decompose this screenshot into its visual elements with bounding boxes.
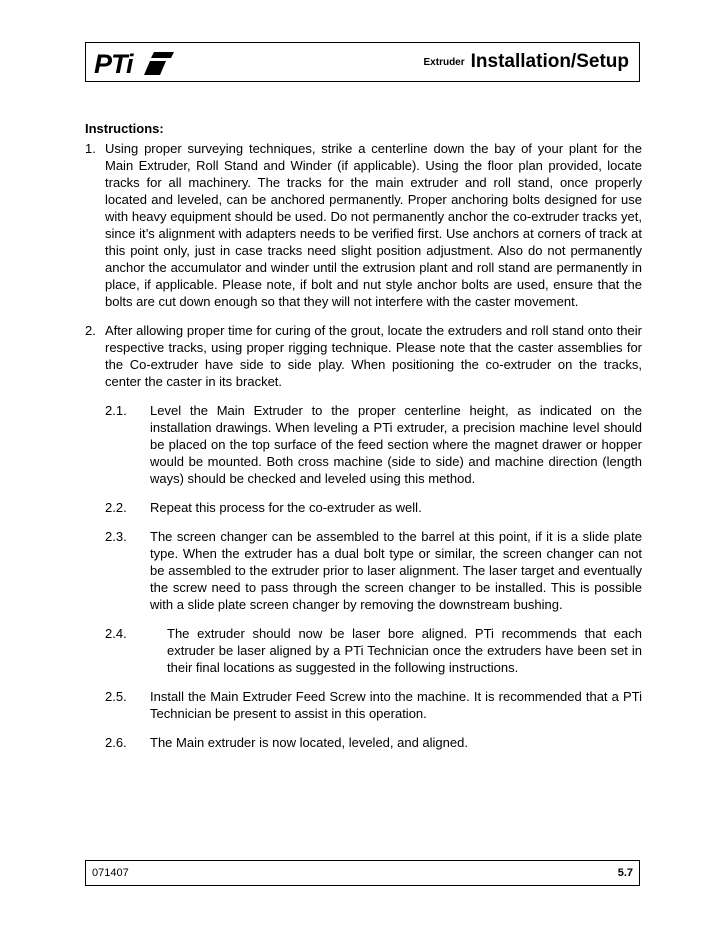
item-number: 1. [85, 141, 96, 156]
page-header [85, 42, 640, 82]
sub-item-text: Install the Main Extruder Feed Screw into the machine. It is recommended that a PTi Technician be present to assist in this operation. [150, 689, 642, 721]
sub-item [105, 688, 642, 722]
sub-item-text: Repeat this process for the co-extruder as well. [150, 500, 422, 515]
page-footer [85, 860, 640, 886]
sub-item-text: The extruder should now be laser bore aligned. PTi recommends that each extruder be laser aligned by a PTi Technician once the extruders have been set in their final locations as suggested in the following instructions. [167, 626, 642, 675]
document-body [85, 120, 642, 763]
header-subtitle: Extruder [423, 57, 465, 68]
sub-item [105, 528, 642, 613]
sub-item-number: 2.2. [105, 500, 127, 515]
sub-item-number: 2.3. [105, 529, 127, 544]
sub-item-number: 2.5. [105, 689, 127, 704]
sub-item-number: 2.1. [105, 403, 127, 418]
item-text: After allowing proper time for curing of the grout, locate the extruders and roll stand onto their respective tracks, using proper rigging technique. Please note that the caster assemblies for the Co-extruder have side to side play. When positioning the co-extruder on the tracks, center the caster in its bracket. [105, 323, 642, 389]
sub-item [105, 402, 642, 487]
list-item [85, 322, 642, 390]
header-title [424, 51, 629, 73]
header-main-title: Installation/Setup [470, 51, 629, 72]
sub-item-text: The Main extruder is now located, leveled, and aligned. [150, 735, 468, 750]
item-number: 2. [85, 323, 96, 338]
section-title: Instructions: [85, 121, 164, 136]
sub-item-number: 2.4. [105, 626, 127, 641]
logo-bar-icon [151, 52, 174, 58]
document-code: 071407 [92, 867, 129, 879]
logo-text: PTi [94, 49, 133, 77]
sub-item [105, 625, 642, 676]
sub-item-text: Level the Main Extruder to the proper centerline height, as indicated on the installation drawings. When leveling a PTi extruder, a precision machine level should be placed on the top surface of the feed section where the magnet drawer or hopper would be mounted. Both cross machine (side to side) and machine direction (length ways) should be checked and leveled using this method. [150, 403, 642, 486]
sub-item [105, 499, 642, 516]
pti-logo [94, 49, 174, 77]
page-number: 5.7 [617, 867, 633, 879]
sub-item [105, 734, 642, 751]
sub-item-number: 2.6. [105, 735, 127, 750]
list-item [85, 140, 642, 310]
item-text: Using proper surveying techniques, strike a centerline down the bay of your plant for the Main Extruder, Roll Stand and Winder (if applicable). Using the floor plan provided, locate tracks for all machinery. The tracks for the main extruder and roll stand, once properly located and leveled, can be anchored permanently. Proper anchoring bolts designed for use with heavy equipment should be used. Do not permanently anchor the co-extruder tracks yet, since it’s alignment with adapters needs to be verified first. Use anchors at corners of track at this point only, just in case tracks need slight position adjustment. Also do not permanently anchor the accumulator and winder until the extrusion plant and roll stand are permanently in place, if applicable. Please note, if bolt and nut style anchor bolts are used, ensure that the bolts are cut down enough so that they will not interfere with the caster movement. [105, 141, 642, 309]
sub-item-text: The screen changer can be assembled to the barrel at this point, if it is a slide plate type. When the extruder has a dual bolt type or similar, the screen changer can not be assembled to the extruder prior to laser alignment. The laser target and eventually the screw need to pass through the screen changer to be installed. This is possible with a slide plate screen changer by removing the downstream bushing. [150, 529, 642, 612]
logo-block-icon [144, 61, 166, 75]
